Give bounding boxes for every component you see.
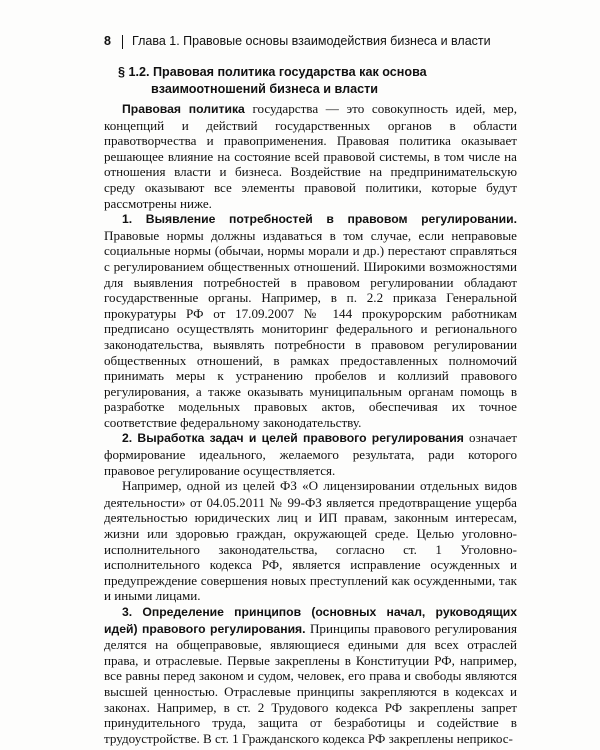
body-text: [104, 101, 517, 746]
paragraph: [104, 101, 517, 211]
paragraph-lead: 2. Выработка задач и целей правового регулирования: [122, 431, 464, 446]
section-title-line-1: § 1.2. Правовая политика государства как основа: [118, 65, 427, 79]
paragraph: [104, 604, 517, 746]
chapter-title: Глава 1. Правовые основы взаимодействия бизнеса и власти: [132, 34, 491, 48]
paragraph-text: Правовые нормы должны издаваться в том случае, если неправовые социальные нормы (обычаи, нормы морали и др.) перестают справляться с регулированием общественных отношений. Широкими возможностями для выявления потребностей в правовом регулировании обладают государственные органы. Например, в п. 2.2 приказа Генеральной прокуратуры РФ от 17.09.2007 № 144 прокурорским работникам предписано осуществлять мониторинг федерального и регионального законодательства, выявлять потребности в правовом регулировании общественных отношений, в рамках предоставленных полномочий принимать меры к устранению пробелов и коллизий правового регулирования, а также оказывать муниципальным органам помощь в разработке модельных правовых актов, обеспечивая их точное соответствие федеральному законодательству.: [104, 227, 517, 430]
page-number: 8: [104, 34, 111, 48]
paragraph: [104, 478, 517, 604]
paragraph-lead: 1. Выявление потребностей в правовом регулировании.: [122, 212, 517, 227]
section-heading: [118, 64, 518, 98]
running-header: [104, 34, 524, 56]
paragraph-lead: 3. Определение принципов (основных начал, руководящих идей) правового регулирования.: [104, 605, 517, 636]
paragraph-text: означает формирование идеального, желаемого результата, ради которого правовое регулирование осуществляется.: [104, 430, 517, 478]
paragraph: [104, 211, 517, 430]
paragraph-lead: Правовая политика: [122, 102, 245, 116]
header-divider: [122, 35, 123, 49]
paragraph-text: государства — это совокупность идей, мер, концепций и действий государственных органов в области правотворчества и правоприменения. Правовая политика оказывает решающее влияние на состояние всей правовой системы, в том числе на отношения власти и бизнеса. Воздействие на предпринимательскую среду оказывают все элементы правовой политики, которые будут рассмотрены ниже.: [104, 101, 517, 211]
paragraph-text: Например, одной из целей ФЗ «О лицензировании отдельных видов деятельности» от 04.05.2011 № 99-ФЗ является предотвращение ущерба деятельностью юридических лиц и ИП правам, законным интересам, жизни или здоровью граждан, окружающей среде. Целью уголовно-исполнительного законодательства, согласно ст. 1 Уголовно-исполнительного кодекса РФ, является исправление осужденных и предупреждение совершения новых преступлений как осужденными, так и иными лицами.: [104, 478, 517, 604]
section-title-line-2: взаимоотношений бизнеса и власти: [151, 82, 378, 96]
paragraph-text: Принципы правового регулирования делятся на общеправовые, являющиеся едиными для всех отраслей права, и отраслевые. Первые закреплены в Конституции РФ, например, все равны перед законом и судом, человек, его права и свободы являются высшей ценностью. Отраслевые принципы закрепляются в кодексах и законах. Например, в ст. 2 Трудового кодекса РФ закреплены запрет принудительного труда, защита от безработицы и содействие в трудоустройстве. В ст. 1 Гражданского кодекса РФ закреплены неприкос-: [104, 620, 517, 746]
paragraph: [104, 430, 517, 478]
